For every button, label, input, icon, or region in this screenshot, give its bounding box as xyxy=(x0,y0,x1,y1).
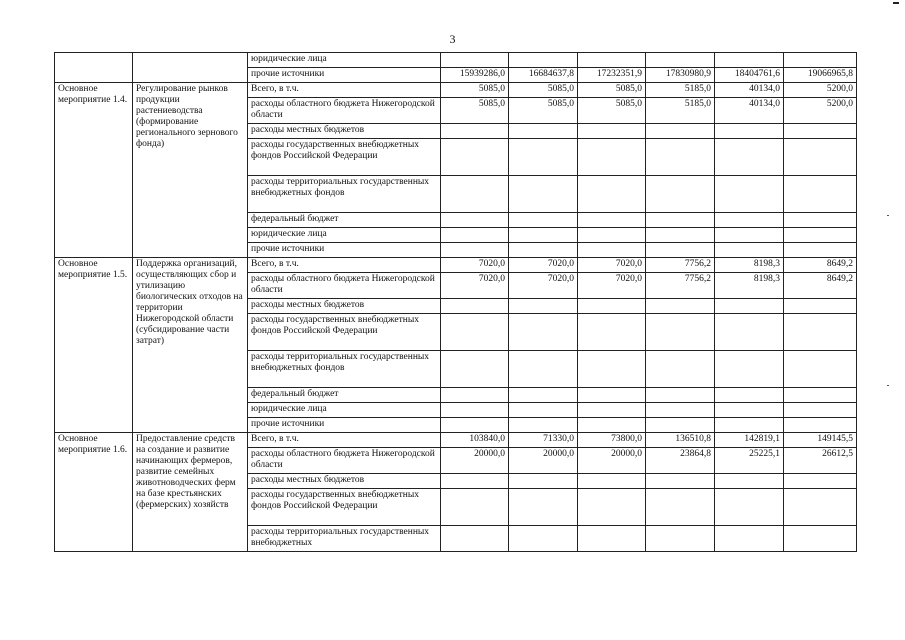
value-cell xyxy=(441,474,509,489)
value-cell xyxy=(509,53,578,68)
value-cell xyxy=(715,418,784,433)
value-cell xyxy=(578,213,646,228)
source-cell: федеральный бюджет xyxy=(248,213,441,228)
value-cell: 7020,0 xyxy=(578,273,646,299)
description-cell: Регулирование рынков продукции растениеводства (формирование регионального зернового фонда) xyxy=(133,83,248,258)
value-cell xyxy=(578,124,646,139)
value-cell xyxy=(578,526,646,552)
value-cell: 8649,2 xyxy=(784,273,857,299)
value-cell xyxy=(715,124,784,139)
source-cell: прочие источники xyxy=(248,68,441,83)
value-cell xyxy=(578,351,646,388)
value-cell: 17830980,9 xyxy=(646,68,715,83)
value-cell: 16684637,8 xyxy=(509,68,578,83)
value-cell: 17232351,9 xyxy=(578,68,646,83)
source-cell: юридические лица xyxy=(248,228,441,243)
value-cell: 15939286,0 xyxy=(441,68,509,83)
value-cell xyxy=(578,176,646,213)
source-cell: расходы местных бюджетов xyxy=(248,124,441,139)
value-cell: 25225,1 xyxy=(715,448,784,474)
value-cell: 142819,1 xyxy=(715,433,784,448)
value-cell xyxy=(578,388,646,403)
value-cell xyxy=(646,243,715,258)
value-cell: 26612,5 xyxy=(784,448,857,474)
value-cell xyxy=(715,228,784,243)
value-cell: 20000,0 xyxy=(509,448,578,474)
value-cell xyxy=(509,228,578,243)
value-cell: 40134,0 xyxy=(715,98,784,124)
source-cell: расходы областного бюджета Нижегородской области xyxy=(248,273,441,299)
value-cell: 8198,3 xyxy=(715,258,784,273)
value-cell xyxy=(715,351,784,388)
value-cell xyxy=(784,299,857,314)
value-cell: 73800,0 xyxy=(578,433,646,448)
source-cell: расходы государственных внебюджетных фондов Российской Федерации xyxy=(248,139,441,176)
value-cell xyxy=(509,299,578,314)
value-cell xyxy=(646,124,715,139)
value-cell xyxy=(509,243,578,258)
value-cell xyxy=(509,474,578,489)
value-cell xyxy=(784,176,857,213)
value-cell: 5085,0 xyxy=(578,98,646,124)
value-cell xyxy=(441,418,509,433)
value-cell: 7020,0 xyxy=(509,273,578,299)
source-cell: юридические лица xyxy=(248,403,441,418)
value-cell: 136510,8 xyxy=(646,433,715,448)
value-cell: 5085,0 xyxy=(509,98,578,124)
event-cell: Основное мероприятие 1.6. xyxy=(55,433,133,552)
value-cell xyxy=(784,124,857,139)
source-cell: расходы областного бюджета Нижегородской области xyxy=(248,448,441,474)
table-row xyxy=(55,53,857,68)
value-cell: 19066965,8 xyxy=(784,68,857,83)
value-cell: 7020,0 xyxy=(578,258,646,273)
scan-speck xyxy=(887,385,889,386)
source-cell: расходы территориальных государственных внебюджетных фондов xyxy=(248,351,441,388)
value-cell xyxy=(509,489,578,526)
source-cell: расходы областного бюджета Нижегородской области xyxy=(248,98,441,124)
source-cell: юридические лица xyxy=(248,53,441,68)
value-cell xyxy=(715,299,784,314)
value-cell xyxy=(441,403,509,418)
value-cell: 149145,5 xyxy=(784,433,857,448)
value-cell xyxy=(578,299,646,314)
value-cell xyxy=(509,176,578,213)
value-cell: 71330,0 xyxy=(509,433,578,448)
value-cell xyxy=(441,526,509,552)
source-cell: расходы территориальных государственных внебюджетных xyxy=(248,526,441,552)
value-cell xyxy=(784,418,857,433)
value-cell xyxy=(578,228,646,243)
value-cell xyxy=(646,228,715,243)
value-cell xyxy=(646,526,715,552)
value-cell xyxy=(784,228,857,243)
value-cell: 8649,2 xyxy=(784,258,857,273)
value-cell: 5185,0 xyxy=(646,98,715,124)
value-cell xyxy=(441,314,509,351)
value-cell xyxy=(784,213,857,228)
source-cell: Всего, в т.ч. xyxy=(248,83,441,98)
value-cell xyxy=(784,314,857,351)
value-cell xyxy=(441,124,509,139)
value-cell xyxy=(784,351,857,388)
value-cell xyxy=(441,351,509,388)
value-cell xyxy=(578,139,646,176)
description-cell: Поддержка организаций, осуществляющих сбор и утилизацию биологических отходов на территории Нижегородской области (субсидирование части затрат) xyxy=(133,258,248,433)
value-cell xyxy=(715,213,784,228)
value-cell xyxy=(509,213,578,228)
value-cell: 18404761,6 xyxy=(715,68,784,83)
value-cell xyxy=(578,314,646,351)
value-cell xyxy=(715,139,784,176)
value-cell xyxy=(509,388,578,403)
value-cell xyxy=(784,403,857,418)
value-cell xyxy=(784,474,857,489)
value-cell xyxy=(784,139,857,176)
value-cell xyxy=(715,388,784,403)
source-cell: прочие источники xyxy=(248,243,441,258)
value-cell: 5085,0 xyxy=(509,83,578,98)
scan-speck xyxy=(887,215,889,216)
description-cell: Предоставление средств на создание и развитие начинающих фермеров, развитие семейных животноводческих ферм на базе крестьянских (фермерских) хозяйств xyxy=(133,433,248,552)
value-cell xyxy=(784,526,857,552)
source-cell: Всего, в т.ч. xyxy=(248,258,441,273)
value-cell xyxy=(646,474,715,489)
value-cell xyxy=(715,176,784,213)
value-cell xyxy=(578,403,646,418)
funding-table xyxy=(54,52,857,552)
value-cell xyxy=(578,53,646,68)
value-cell xyxy=(509,403,578,418)
value-cell xyxy=(646,53,715,68)
value-cell xyxy=(509,124,578,139)
value-cell xyxy=(646,213,715,228)
table-row xyxy=(55,258,857,273)
value-cell: 5185,0 xyxy=(646,83,715,98)
value-cell: 40134,0 xyxy=(715,83,784,98)
source-cell: Всего, в т.ч. xyxy=(248,433,441,448)
value-cell xyxy=(441,228,509,243)
value-cell xyxy=(715,526,784,552)
event-cell: Основное мероприятие 1.5. xyxy=(55,258,133,433)
value-cell: 5200,0 xyxy=(784,83,857,98)
value-cell: 20000,0 xyxy=(578,448,646,474)
source-cell: федеральный бюджет xyxy=(248,388,441,403)
value-cell xyxy=(509,314,578,351)
value-cell xyxy=(715,403,784,418)
value-cell xyxy=(646,388,715,403)
value-cell xyxy=(509,526,578,552)
value-cell xyxy=(646,489,715,526)
source-cell: расходы местных бюджетов xyxy=(248,299,441,314)
value-cell: 5085,0 xyxy=(578,83,646,98)
value-cell xyxy=(441,176,509,213)
value-cell xyxy=(441,489,509,526)
value-cell xyxy=(441,388,509,403)
value-cell: 5085,0 xyxy=(441,83,509,98)
value-cell xyxy=(646,403,715,418)
value-cell: 7020,0 xyxy=(509,258,578,273)
source-cell: расходы государственных внебюджетных фондов Российской Федерации xyxy=(248,489,441,526)
value-cell xyxy=(715,243,784,258)
value-cell: 7756,2 xyxy=(646,258,715,273)
value-cell xyxy=(578,474,646,489)
value-cell xyxy=(784,53,857,68)
value-cell xyxy=(784,489,857,526)
value-cell xyxy=(509,351,578,388)
event-cell xyxy=(55,53,133,83)
value-cell xyxy=(441,139,509,176)
page-number: 3 xyxy=(449,32,456,46)
value-cell xyxy=(715,314,784,351)
value-cell xyxy=(578,243,646,258)
value-cell xyxy=(578,489,646,526)
value-cell xyxy=(646,176,715,213)
value-cell xyxy=(578,418,646,433)
value-cell xyxy=(715,489,784,526)
source-cell: расходы государственных внебюджетных фондов Российской Федерации xyxy=(248,314,441,351)
source-cell: расходы местных бюджетов xyxy=(248,474,441,489)
value-cell: 103840,0 xyxy=(441,433,509,448)
value-cell xyxy=(646,299,715,314)
value-cell xyxy=(784,388,857,403)
scan-mark xyxy=(893,2,899,4)
value-cell xyxy=(784,243,857,258)
value-cell xyxy=(646,314,715,351)
value-cell: 23864,8 xyxy=(646,448,715,474)
value-cell xyxy=(441,53,509,68)
table-row xyxy=(55,83,857,98)
value-cell: 5085,0 xyxy=(441,98,509,124)
description-cell xyxy=(133,53,248,83)
value-cell xyxy=(646,418,715,433)
value-cell xyxy=(509,139,578,176)
value-cell xyxy=(646,351,715,388)
value-cell: 20000,0 xyxy=(441,448,509,474)
source-cell: расходы территориальных государственных внебюджетных фондов xyxy=(248,176,441,213)
value-cell xyxy=(441,299,509,314)
value-cell xyxy=(646,139,715,176)
value-cell: 7020,0 xyxy=(441,258,509,273)
value-cell: 7756,2 xyxy=(646,273,715,299)
event-cell: Основное мероприятие 1.4. xyxy=(55,83,133,258)
value-cell: 8198,3 xyxy=(715,273,784,299)
value-cell xyxy=(509,418,578,433)
value-cell: 7020,0 xyxy=(441,273,509,299)
value-cell xyxy=(715,53,784,68)
value-cell xyxy=(715,474,784,489)
value-cell xyxy=(441,243,509,258)
table-row xyxy=(55,433,857,448)
value-cell: 5200,0 xyxy=(784,98,857,124)
source-cell: прочие источники xyxy=(248,418,441,433)
value-cell xyxy=(441,213,509,228)
